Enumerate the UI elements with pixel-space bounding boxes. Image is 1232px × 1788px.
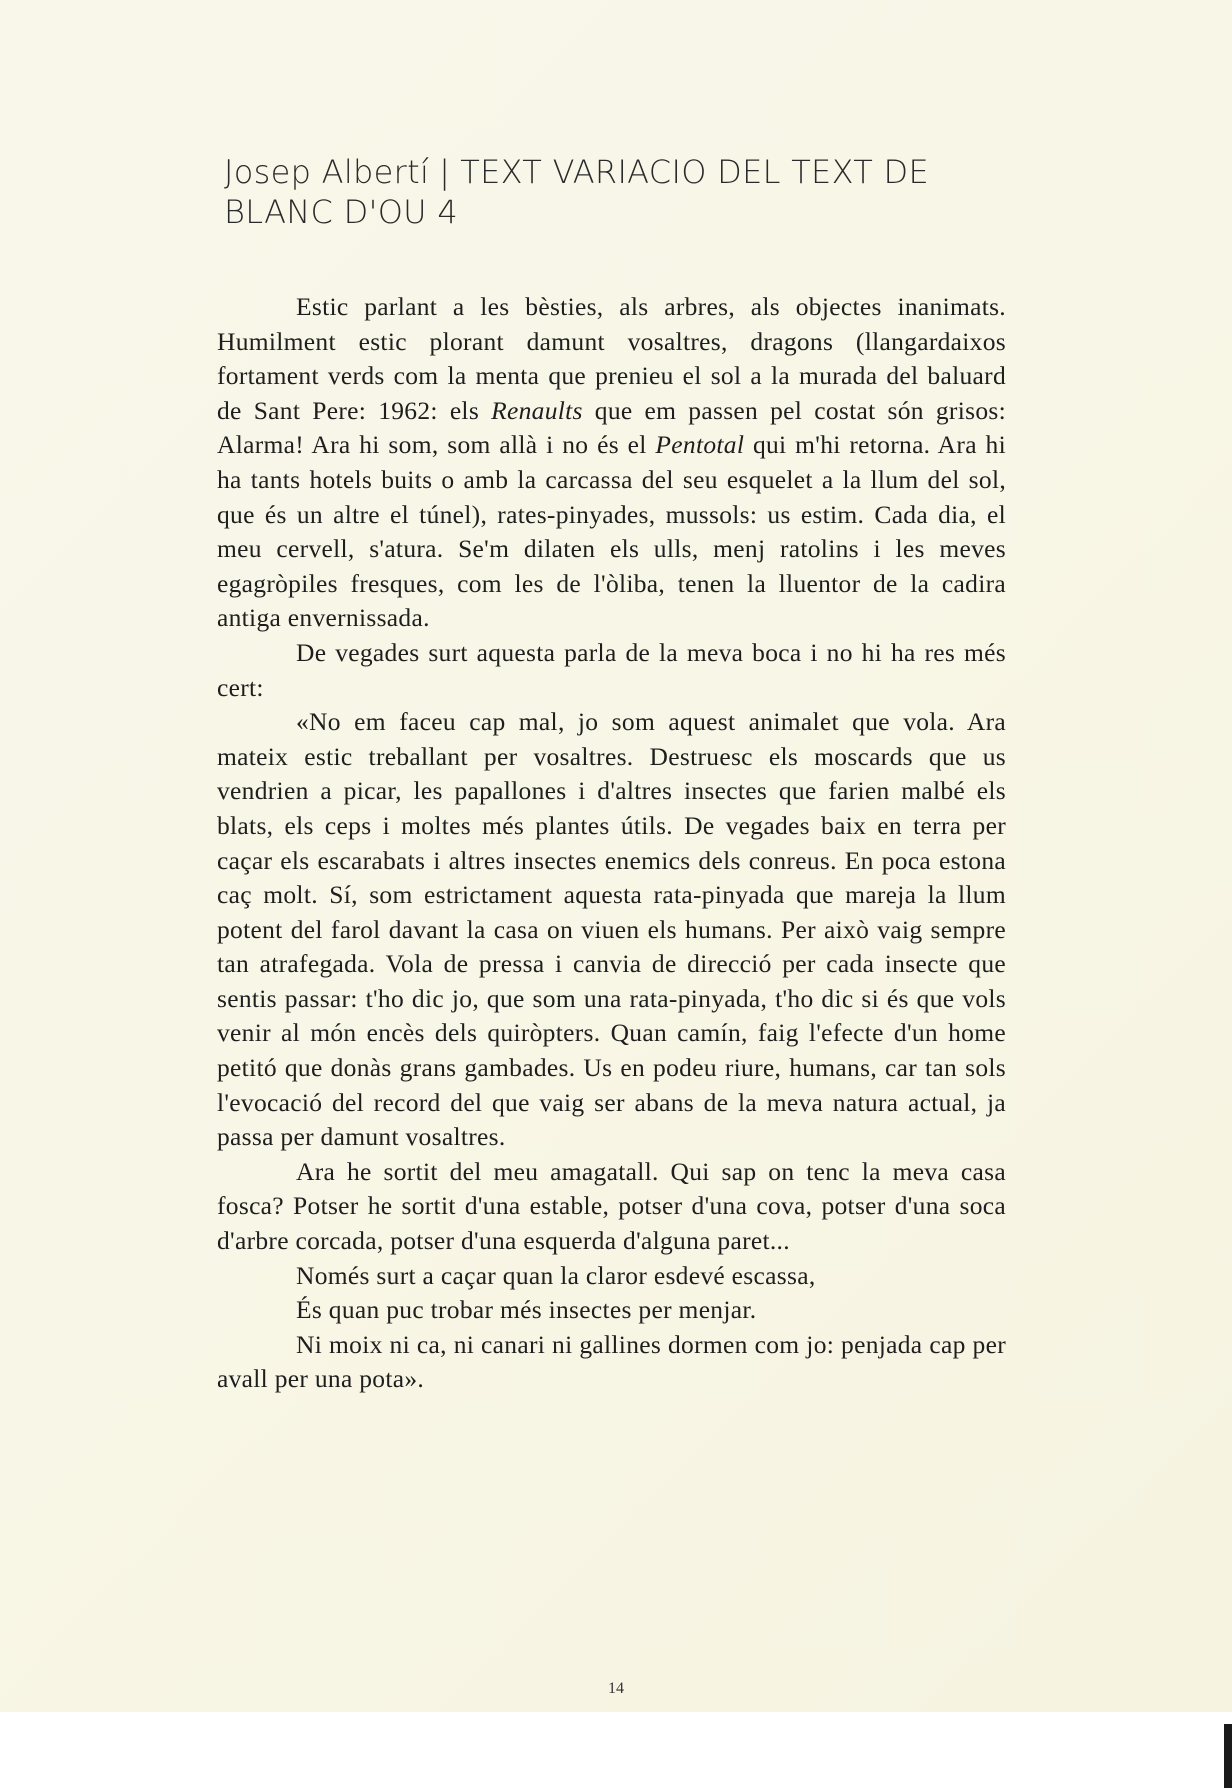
paragraph-7: Ni moix ni ca, ni canari ni gallines dormen com jo: penjada cap per avall per una pota». (217, 1329, 1006, 1394)
paragraph-4: Ara he sortit del meu amagatall. Qui sap on tenc la meva casa fosca? Potser he sortit d'una estable, potser d'una cova, potser d'una soca d'arbre corcada, potser d'una esquerda d'alguna paret... (217, 1156, 1006, 1256)
body-text (217, 290, 1006, 1397)
italic-pentotal: Pentotal (655, 430, 745, 460)
title-line-1: TEXT VARIACIO DEL TEXT DE (460, 153, 930, 191)
scan-edge-mark (1224, 1724, 1232, 1788)
paragraph-3: «No em faceu cap mal, jo som aquest animalet que vola. Ara mateix estic treballant per vosaltres. Destruesc els moscards que us vendrien a picar, les papallones i d'altres insectes que farien malbé els blats, els ceps i moltes més plantes útils. De vegades baix en terra per caçar els escarabats i altres insectes enemics dels conreus. En poca estona caç molt. Sí, som estrictament aquesta rata-pinyada que mareja la llum potent del farol davant la casa on viuen els humans. Per això vaig sempre tan atrafegada. Vola de pressa i canvia de direcció per cada insecte que sentis passar: t'ho dic jo, que som una rata-pinyada, t'ho dic si és que vols venir al món encès dels quiròpters. Quan camín, faig l'efecte d'un home petitó que donàs grans gambades. Us en podeu riure, humans, car tan sols l'evocació del record del que vaig ser abans de la meva natura actual, ja passa per damunt vosaltres. (217, 707, 1006, 1152)
page-number: 14 (608, 1680, 624, 1697)
author-name: Josep Albertí (224, 153, 430, 191)
paragraph-5: Només surt a caçar quan la claror esdevé escassa, (296, 1260, 816, 1290)
italic-renaults: Renaults (491, 395, 583, 425)
paragraph-2: De vegades surt aquesta parla de la meva boca i no hi ha res més cert: (217, 637, 1006, 702)
paragraph-1-part-b: que em passen pel costat són grisos: Alarma! Ara hi som, som allà i no és el (217, 395, 1006, 460)
page-title (224, 152, 984, 232)
paragraph-1 (217, 290, 1006, 636)
paragraph-6: És quan puc trobar més insectes per menjar. (296, 1295, 757, 1325)
paragraph-1-part-a: Estic parlant a les bèsties, als arbres, als objectes inanimats. Humilment estic plorant damunt vosaltres, dragons (llangardaixos fortament verds com la menta que prenieu el sol a la murada del baluard de Sant Pere: 1962: els (217, 292, 1006, 425)
title-line-2: BLANC D'OU 4 (224, 193, 459, 231)
title-separator: | (439, 153, 451, 191)
scan-bottom-margin (0, 1712, 1232, 1788)
paragraph-1-part-c: qui m'hi retorna. Ara hi ha tants hotels buits o amb la carcassa del seu esquelet a la llum del sol, que és un altre el túnel), rates-pinyades, mussols: us estim. Cada dia, el meu cervell, s'atura. Se'm dilaten els ulls, menj ratolins i les meves egagròpiles fresques, com les de l'òliba, tenen la lluentor de la cadira antiga envernissada. (217, 430, 1006, 633)
